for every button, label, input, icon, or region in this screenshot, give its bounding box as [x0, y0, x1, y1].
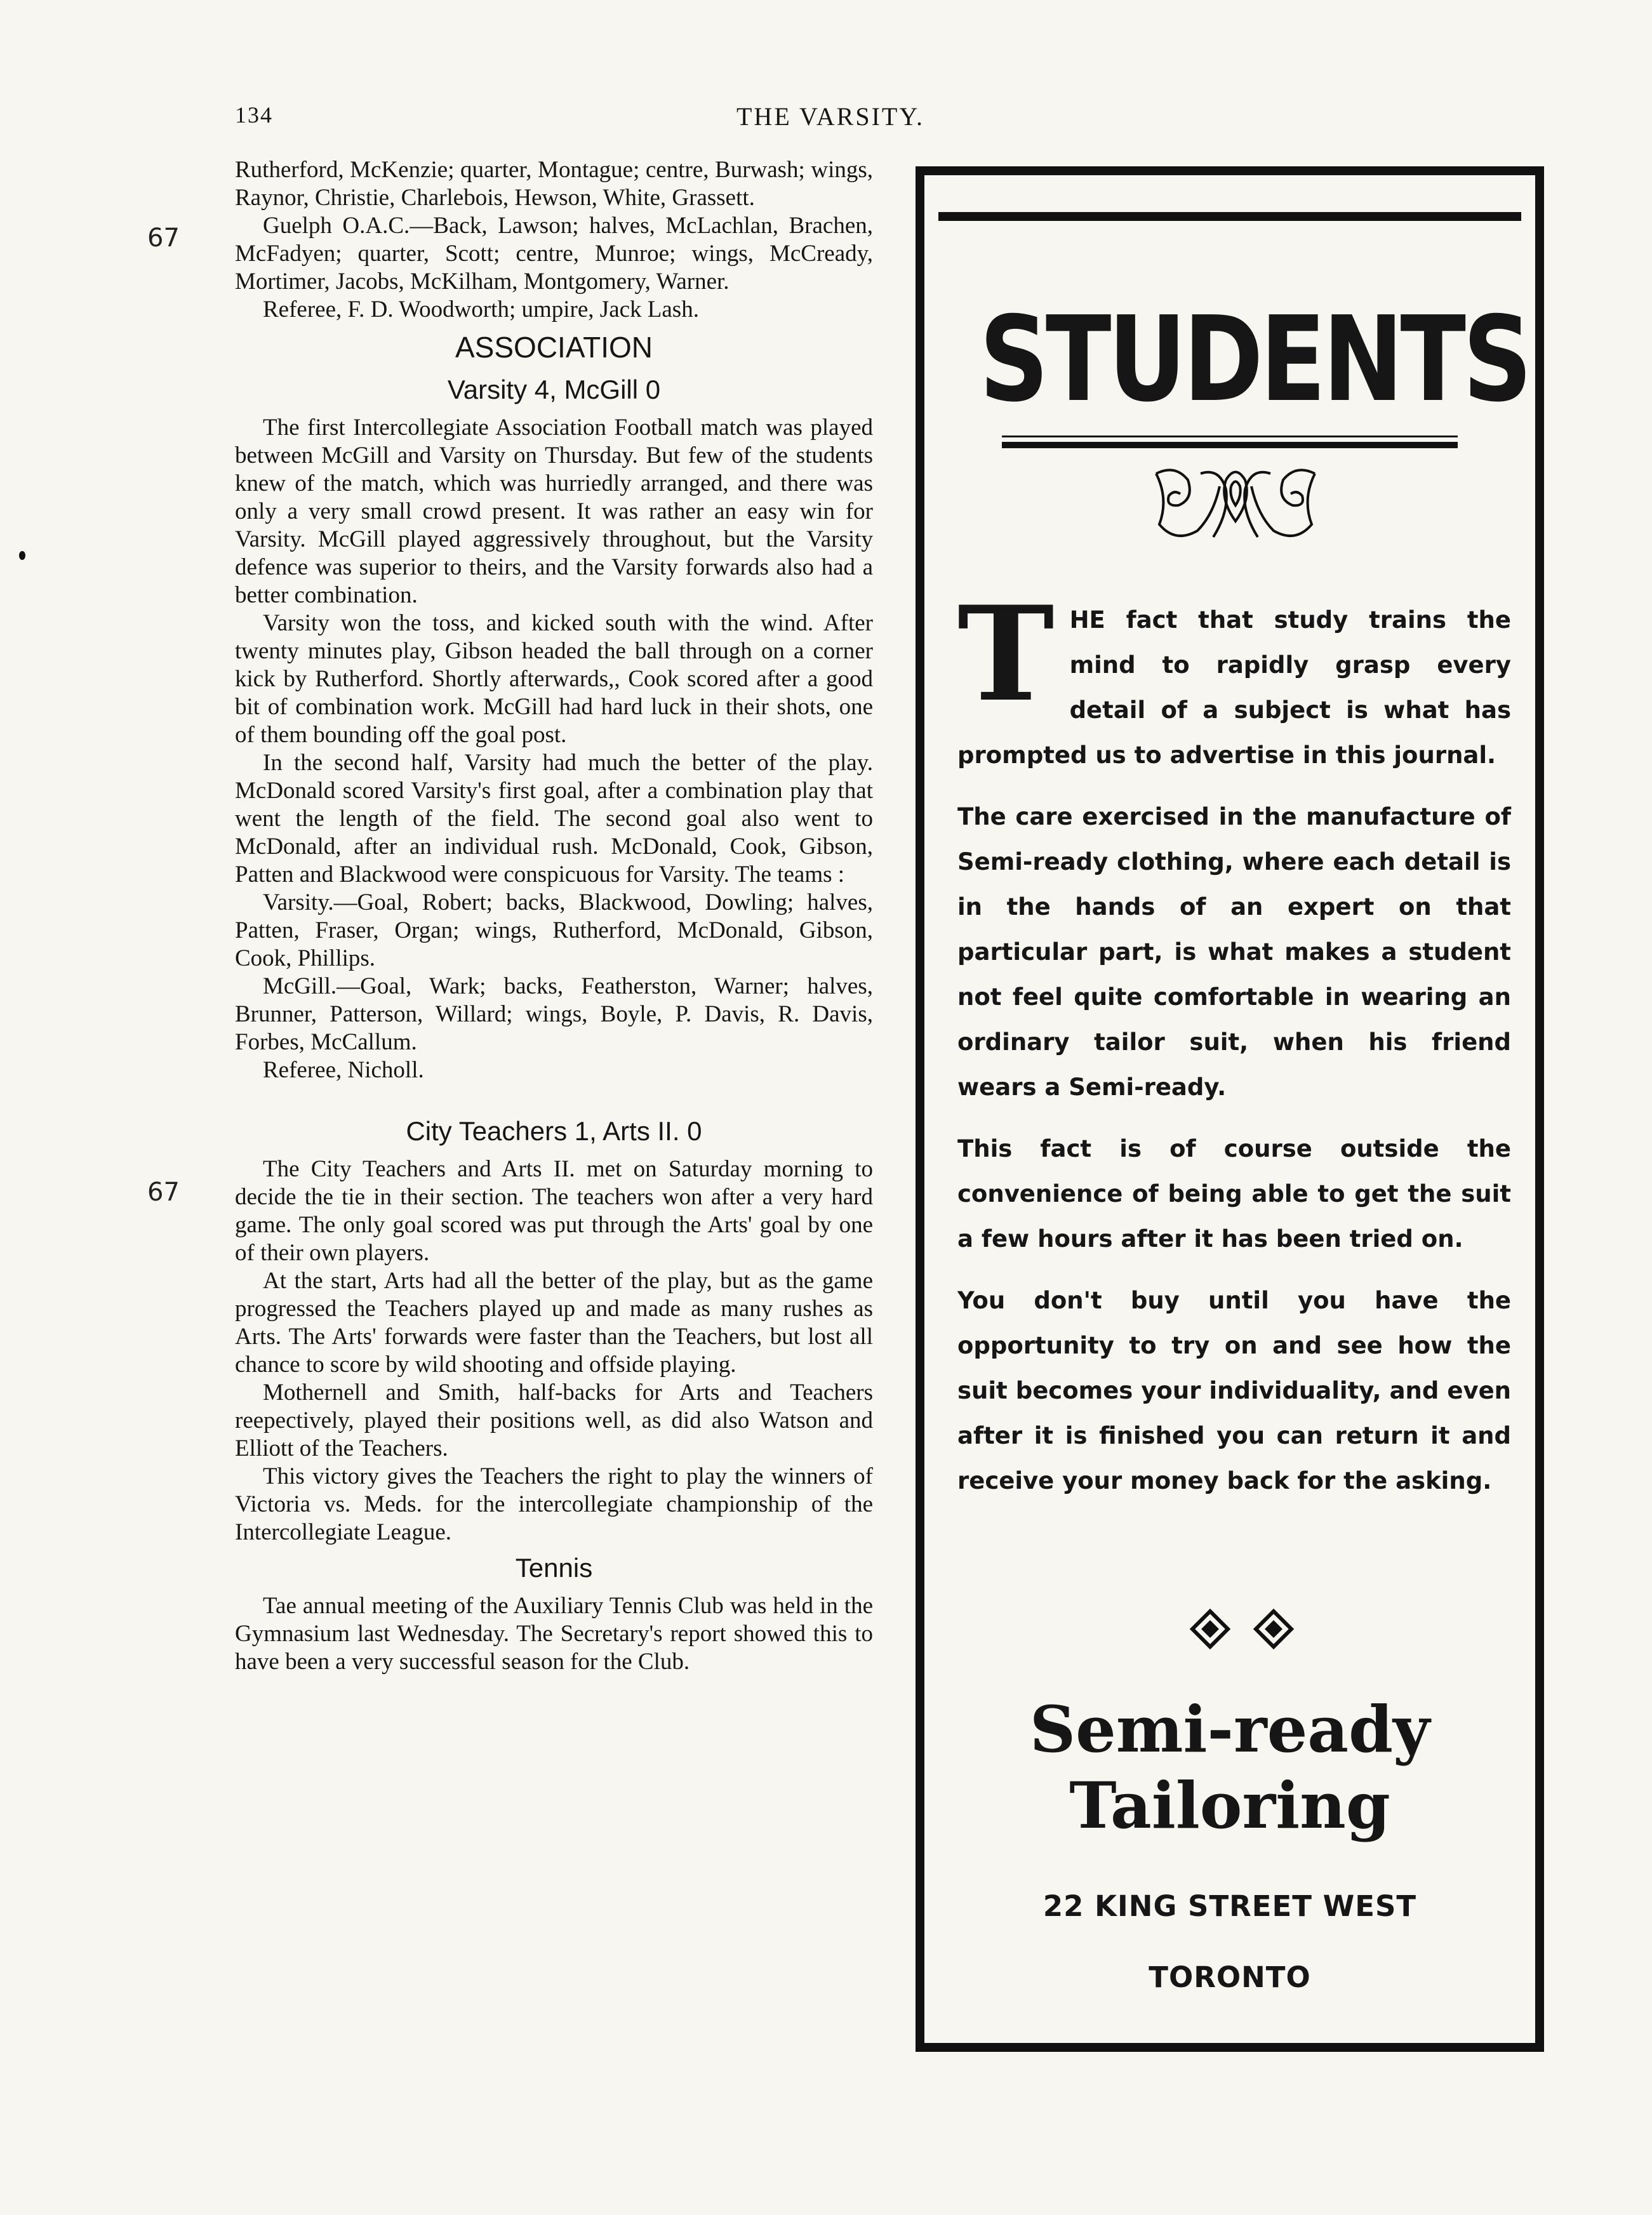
brand-line: Tailoring [1069, 1768, 1390, 1843]
semi-ready-advertisement [916, 166, 1544, 2052]
article-paragraph: Tae annual meeting of the Auxiliary Tennis Club was held in the Gymnasium last Wednesday. The Secretary's report showed this to have been a very successful season for the Club. [235, 1593, 873, 1675]
mcgill-lineup: McGill.—Goal, Wark; backs, Featherston, Warner; halves, Brunner, Patterson, Willard; wings, Boyle, P. Davis, R. Davis, Forbes, McCallum. [235, 973, 873, 1055]
rugby-officials: Referee, F. D. Woodworth; umpire, Jack Lash. [263, 296, 699, 323]
association-heading: ASSOCIATION [455, 331, 653, 364]
ad-paragraph: The care exercised in the manufacture of Semi-ready clothing, where each detail is in the hands of an expert on that particular part, is what makes a student not feel quite comfortable in wearing an ordinary tailor suit, when his friend wears a Semi-ready. [957, 803, 1511, 1101]
article-paragraph: The first Intercollegiate Association Football match was played between McGill and Varsity on Thursday. But few of the students knew of the match, which was hurriedly arranged, and there was only a very small crowd present. It was rather an easy win for Varsity. McGill played aggressively throughout, but the Varsity defence was superior to theirs, and the Varsity forwards also had a better combination. [235, 415, 873, 608]
article-paragraph: Varsity won the toss, and kicked south with the wind. After twenty minutes play, Gibson headed the ball through on a corner kick by Rutherford. Shortly afterwards,, Cook scored after a good bit of combination work. McGill had hard luck in their shots, one of them bounding off the goal post. [235, 610, 873, 748]
article-paragraph: In the second half, Varsity had much the better of the play. McDonald scored Varsity's first goal, after a combination play that went the length of the field. The second goal also went to McDonald, after an individual rush. McDonald, Cook, Gibson, Patten and Blackwood were conspicuous for Varsity. The teams : [235, 750, 873, 888]
drop-cap: T [957, 578, 1055, 731]
tennis-heading: Tennis [515, 1553, 593, 1583]
ad-paragraph [957, 578, 1511, 778]
article-paragraph: At the start, Arts had all the better of the play, but as the game progressed the Teachers played up and made as many rushes as Arts. The Arts' forwards were faster than the Teachers, but lost all chance to score by wild shooting and offside playing. [235, 1268, 873, 1378]
guelph-lineup: Guelph O.A.C.—Back, Lawson; halves, McLachlan, Brachen, McFadyen; quarter, Scott; centre, Munroe; wings, McCready, Mortimer, Jacobs, McKilham, Montgomery, Warner. [235, 213, 873, 295]
ad-body [957, 578, 1511, 1520]
ad-paragraph: This fact is of course outside the convenience of being able to get the suit a few hours after it has been tried on. [957, 1135, 1511, 1253]
ad-address: 22 KING STREET WEST [1042, 1889, 1417, 1923]
brand-line: Semi-ready [1029, 1692, 1430, 1767]
match-heading: Varsity 4, McGill 0 [447, 375, 661, 404]
ad-paragraph-text: HE fact that study trains the mind to rapidly grasp every detail of a subject is what has prompted us to advertise in this journal. [957, 606, 1511, 769]
ad-rule [1002, 436, 1458, 437]
brand-logo [924, 1691, 1535, 1844]
varsity-lineup: Varsity.—Goal, Robert; backs, Blackwood, Dowling; halves, Patten, Fraser, Organ; wings, Rutherford, McDonald, Gibson, Cook, Phillips. [235, 889, 873, 971]
article-column [235, 156, 873, 1676]
article-paragraph: Mothernell and Smith, half-backs for Arts and Teachers reepectively, played their positions well, as did also Watson and Elliott of the Teachers. [235, 1380, 873, 1461]
match-heading: City Teachers 1, Arts II. 0 [406, 1116, 702, 1146]
margin-annotation: 67 [147, 1178, 180, 1207]
article-paragraph: The City Teachers and Arts II. met on Saturday morning to decide the tie in their section. The teachers won after a very hard game. The only goal scored was put through the Arts' goal by one of their own players. [235, 1156, 873, 1266]
page-header [235, 102, 959, 133]
margin-annotation: 67 [147, 223, 180, 253]
diamond-ornament-icon [1178, 1604, 1305, 1654]
ad-rule [938, 212, 1521, 221]
ink-dot [19, 551, 25, 560]
rugby-lineup: Rutherford, McKenzie; quarter, Montague; centre, Burwash; wings, Raynor, Christie, Charlebois, Hewson, White, Grassett. [235, 157, 873, 211]
article-paragraph: This victory gives the Teachers the right to play the winners of Victoria vs. Meds. for the intercollegiate championship of the Intercollegiate League. [235, 1463, 873, 1545]
ad-city: TORONTO [1149, 1960, 1311, 1994]
ad-rule [1002, 442, 1458, 448]
journal-title: THE VARSITY. [736, 102, 925, 131]
ornament-icon [1150, 461, 1321, 550]
ad-title: STUDENTS [979, 291, 1529, 428]
ad-paragraph: You don't buy until you have the opportunity to try on and see how the suit becomes your individuality, and even after it is finished you can return it and receive your money back for the asking. [957, 1287, 1511, 1494]
match-referee: Referee, Nicholl. [263, 1057, 424, 1083]
page-number: 134 [235, 102, 273, 128]
